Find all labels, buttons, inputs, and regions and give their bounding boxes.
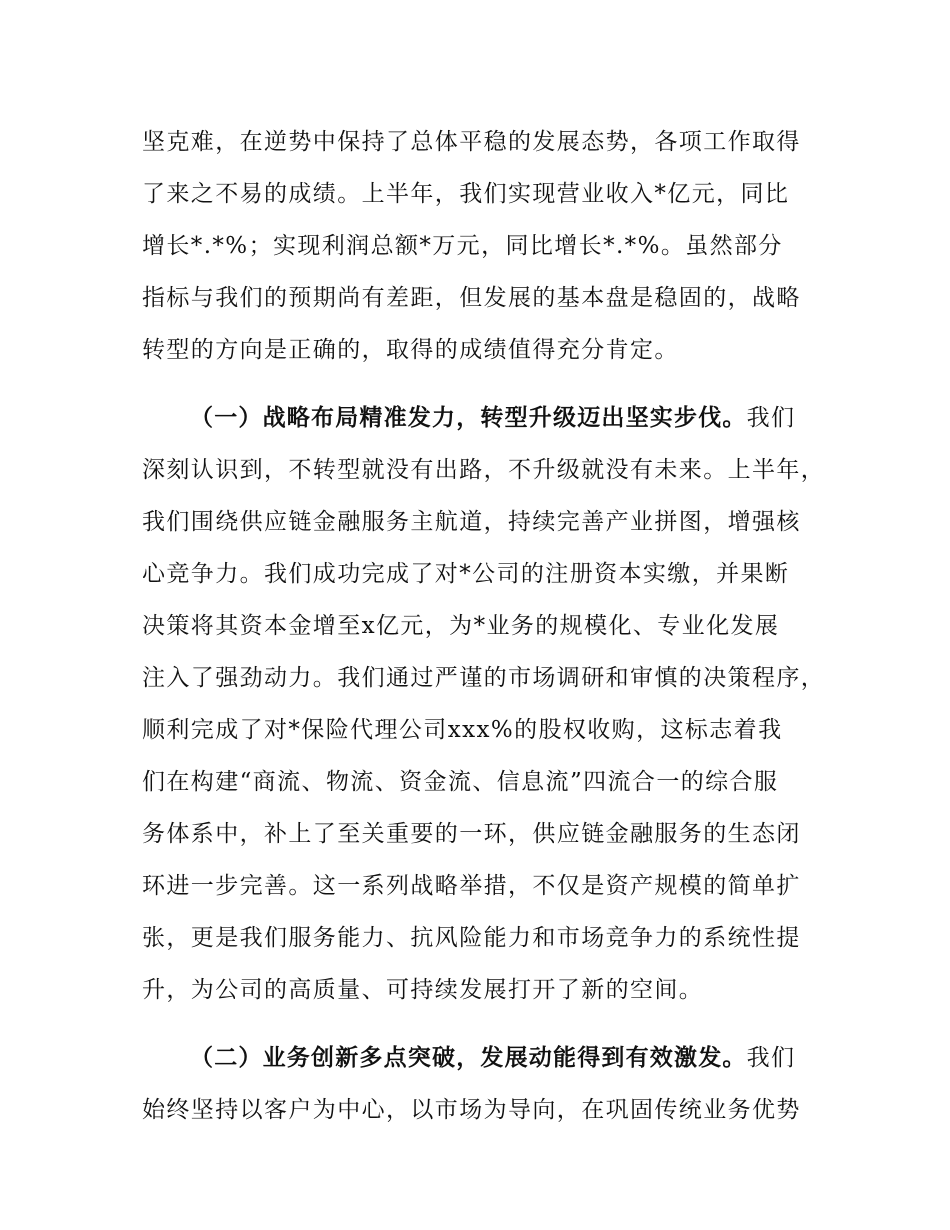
paragraph-line: 环进一步完善。这一系列战略举措，不仅是资产规模的简单扩	[142, 873, 801, 899]
paragraph-line: 了来之不易的成绩。上半年，我们实现营业收入*亿元，同比	[142, 181, 790, 207]
paragraph-line: 决策将其资本金增至x亿元，为*业务的规模化、专业化发展	[142, 613, 780, 639]
paragraph-line: 务体系中，补上了至关重要的一环，供应链金融服务的生态闭	[142, 821, 801, 847]
section-heading: （二）业务创新多点突破，发展动能得到有效激发。	[190, 1045, 747, 1071]
section-heading-line	[190, 1044, 795, 1072]
section-heading: （一）战略布局精准发力，转型升级迈出坚实步伐。	[190, 405, 747, 431]
paragraph-line: 我们围绕供应链金融服务主航道，持续完善产业拼图，增强核	[142, 509, 801, 535]
section-lead-text: 我们	[746, 405, 796, 431]
paragraph-line: 深刻认识到，不转型就没有出路，不升级就没有未来。上半年，	[142, 457, 826, 483]
paragraph-line: 注入了强劲动力。我们通过严谨的市场调研和审慎的决策程序，	[142, 665, 826, 691]
paragraph-line: 顺利完成了对*保险代理公司xxx%的股权收购，这标志着我	[142, 717, 783, 743]
section-lead-text: 我们	[746, 1045, 796, 1071]
paragraph-line: 指标与我们的预期尚有差距，但发展的基本盘是稳固的，战略	[142, 285, 801, 311]
paragraph-line: 们在构建“商流、物流、资金流、信息流”四流合一的综合服	[142, 769, 779, 795]
section-heading-line	[190, 404, 795, 432]
paragraph-line: 升，为公司的高质量、可持续发展打开了新的空间。	[142, 977, 704, 1003]
paragraph-line: 转型的方向是正确的，取得的成绩值得充分肯定。	[142, 337, 679, 363]
paragraph-line: 坚克难，在逆势中保持了总体平稳的发展态势，各项工作取得	[142, 129, 801, 155]
paragraph-line: 心竞争力。我们成功完成了对*公司的注册资本实缴，并果断	[142, 561, 790, 587]
paragraph-line: 张，更是我们服务能力、抗风险能力和市场竞争力的系统性提	[142, 925, 801, 951]
paragraph-line: 始终坚持以客户为中心，以市场为导向，在巩固传统业务优势	[142, 1097, 801, 1123]
paragraph-line: 增长*.*%；实现利润总额*万元，同比增长*.*%。虽然部分	[142, 233, 783, 259]
